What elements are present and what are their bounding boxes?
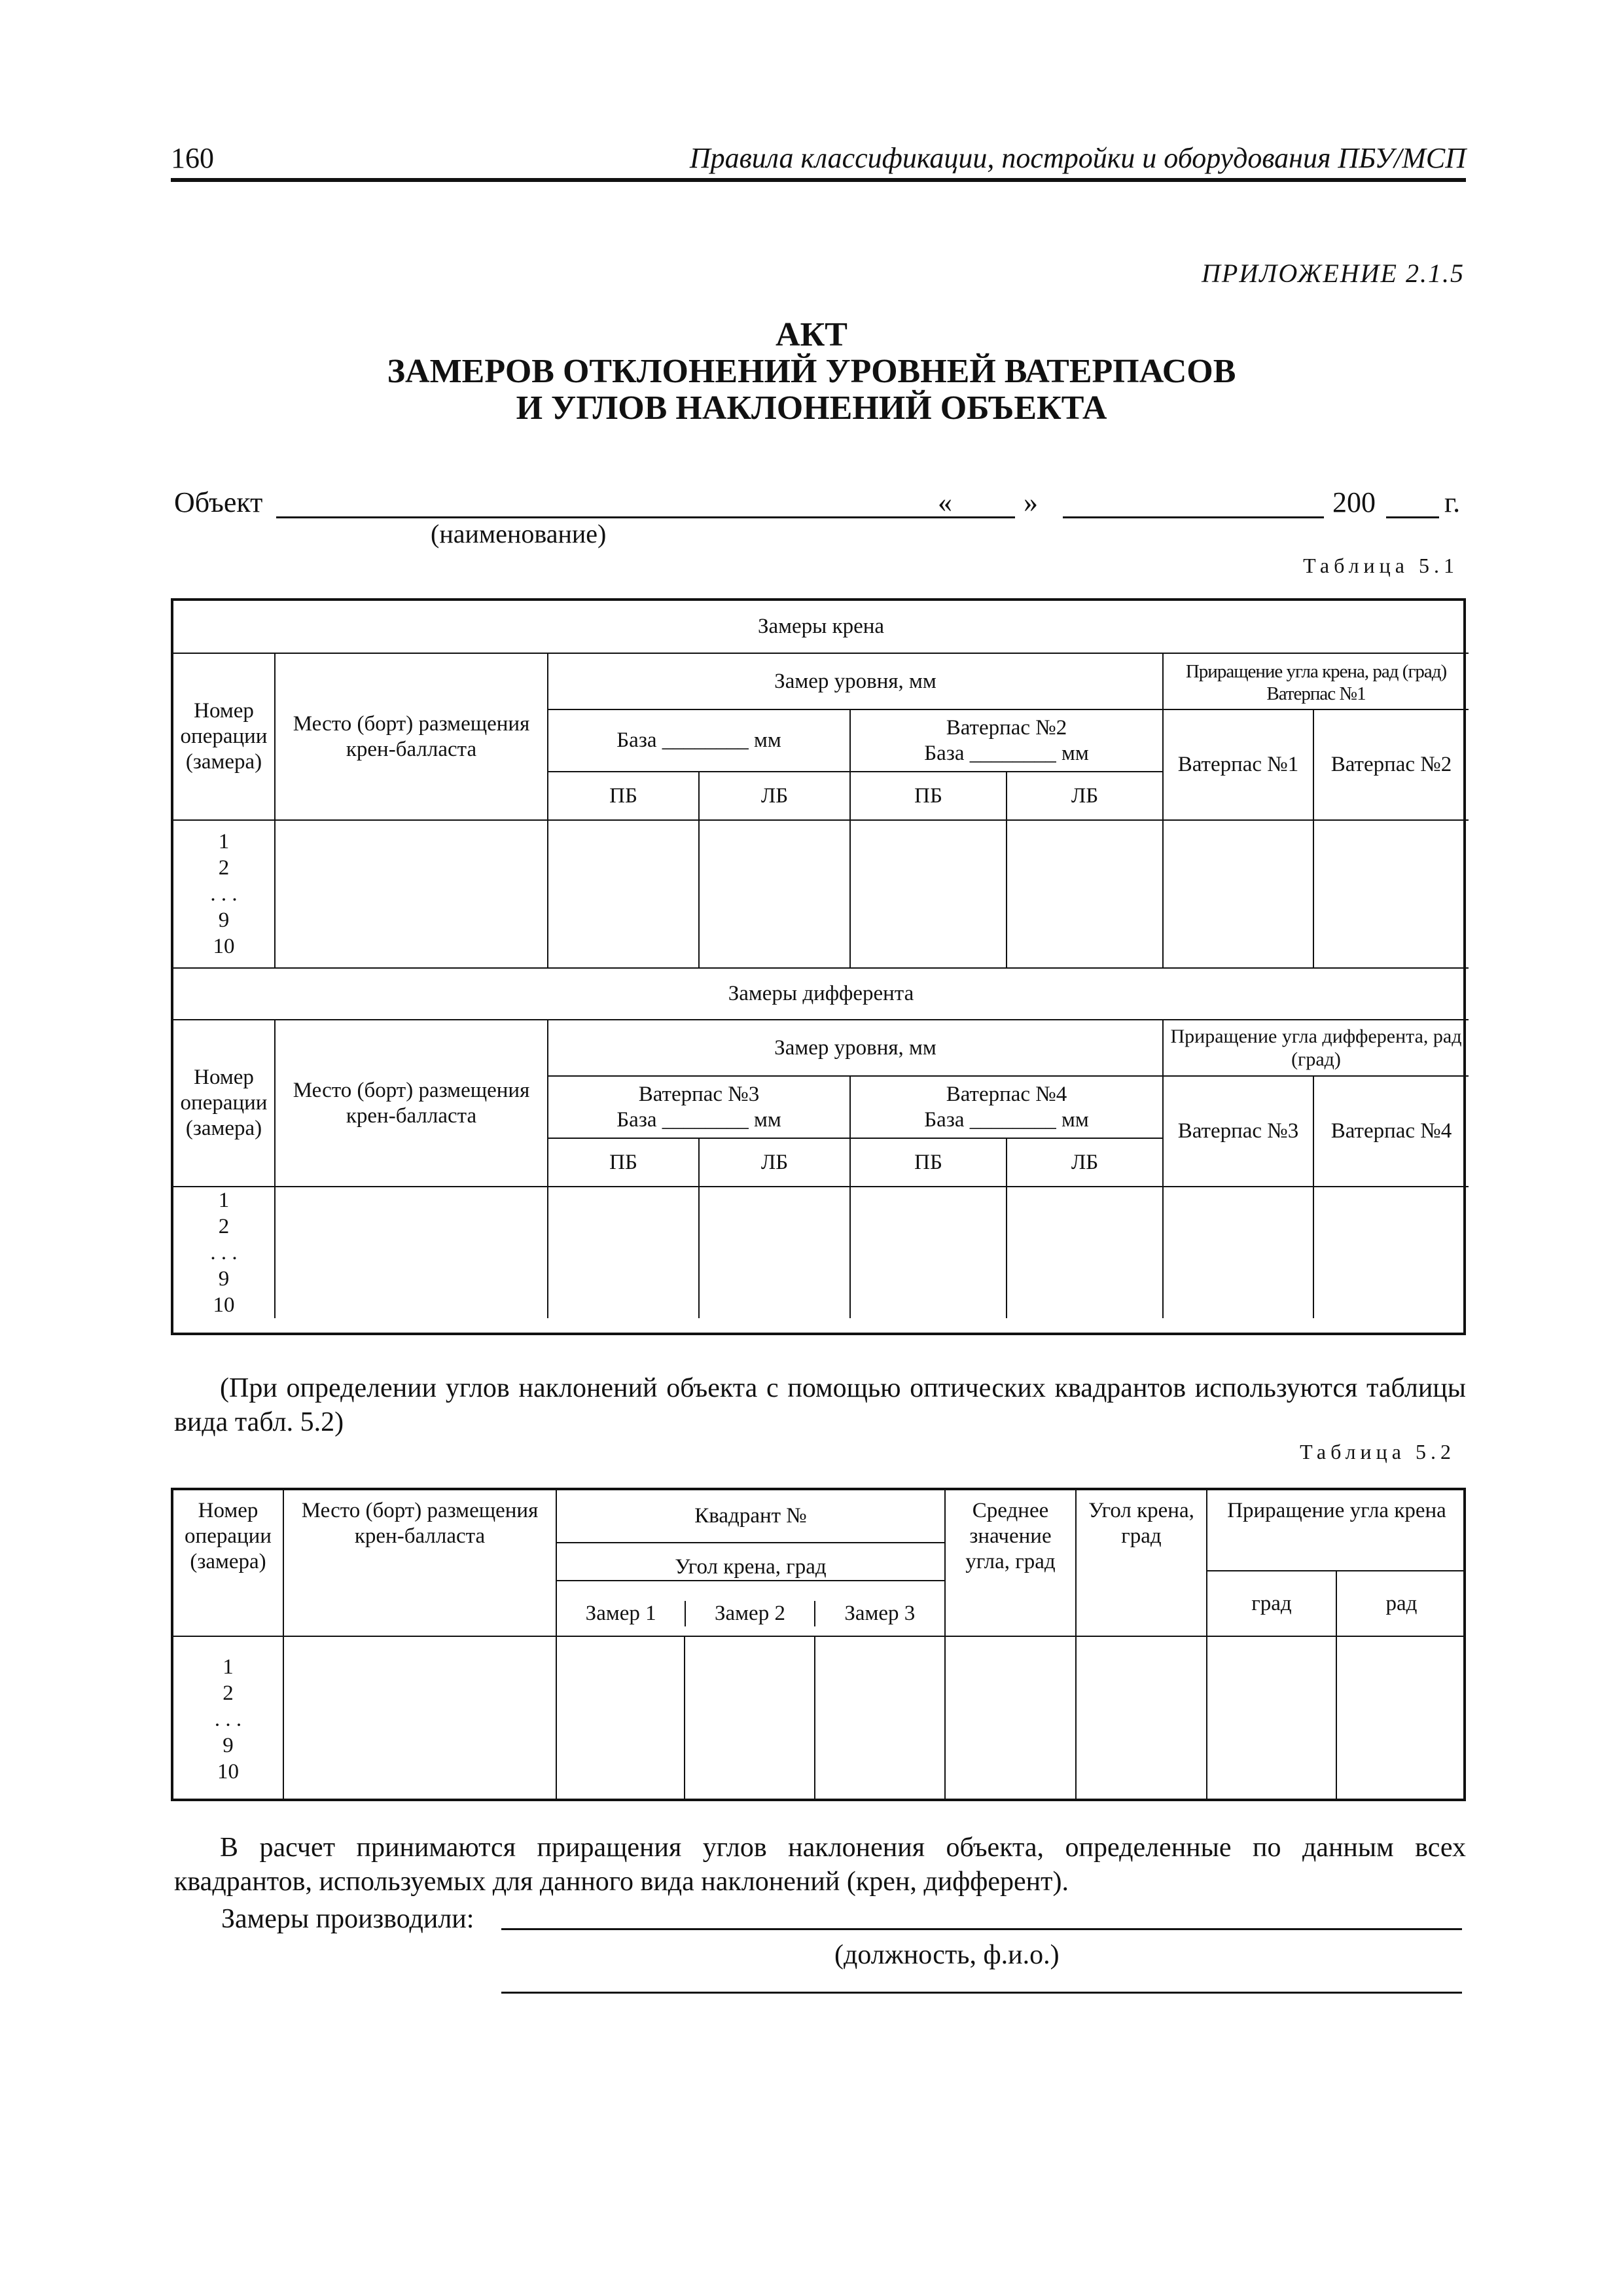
row-number: . . . xyxy=(214,1707,242,1731)
rad-header: рад xyxy=(1337,1571,1466,1637)
day-field[interactable] xyxy=(962,516,1015,518)
pb-header: ПБ xyxy=(851,1139,1007,1187)
base-1-header: База ________ мм xyxy=(548,710,851,772)
row-number: 1 xyxy=(223,1655,234,1679)
level-4-title: Ватерпас №4 xyxy=(946,1082,1067,1106)
data-cell[interactable] xyxy=(685,1637,815,1801)
level-3-header xyxy=(548,1077,851,1139)
object-label: Объект xyxy=(174,486,263,518)
level-3-title: Ватерпас №3 xyxy=(638,1082,760,1106)
deg-header: град xyxy=(1207,1571,1337,1637)
levelgauge-1-header: Ватерпас №1 xyxy=(1164,710,1314,821)
data-cell[interactable] xyxy=(851,1187,1007,1318)
data-cell[interactable] xyxy=(284,1637,557,1801)
table-5-1 xyxy=(171,598,1466,1335)
data-cell[interactable] xyxy=(1007,1187,1164,1318)
measure-1-header: Замер 1 xyxy=(557,1601,686,1626)
row-number: 2 xyxy=(218,1215,230,1238)
measured-by-label: Замеры производили: xyxy=(221,1904,474,1934)
table-5-2 xyxy=(171,1488,1466,1801)
data-cell[interactable] xyxy=(1207,1637,1337,1801)
data-cell[interactable] xyxy=(1007,821,1164,969)
data-cell[interactable] xyxy=(851,821,1007,969)
document-title xyxy=(0,317,1623,427)
col-ballast-place: Место (борт) размещения крен-балласта xyxy=(284,1490,557,1637)
year-prefix: 200 xyxy=(1332,486,1376,518)
measure-3-header: Замер 3 xyxy=(844,1602,916,1625)
row-number: 1 xyxy=(218,1189,230,1212)
trim-increment-header: Приращение угла дифферента, рад (град) xyxy=(1164,1020,1469,1077)
page-number: 160 xyxy=(171,142,214,174)
final-note: В расчет принимаются приращения углов наклонения объекта, определенные по данным всех квадрантов, используемых для данного вида наклонений (крен, дифферент). xyxy=(174,1833,1466,1897)
month-field[interactable] xyxy=(1063,516,1324,518)
section-heel-header: Замеры крена xyxy=(173,601,1469,654)
data-cell[interactable] xyxy=(1337,1637,1466,1801)
levelgauge-2-header: Ватерпас №2 xyxy=(1314,710,1469,821)
level-4-header xyxy=(851,1077,1164,1139)
year-field[interactable] xyxy=(1386,516,1439,518)
data-cell[interactable] xyxy=(700,1187,851,1318)
quadrant-header: Квадрант № xyxy=(557,1490,946,1543)
data-cell[interactable] xyxy=(548,1187,700,1318)
level-2-header xyxy=(851,710,1164,772)
row-number: 10 xyxy=(217,1759,239,1784)
row-number: 2 xyxy=(218,856,230,880)
measure-2-header: Замер 2 xyxy=(686,1601,815,1626)
level-2-title: Ватерпас №2 xyxy=(946,715,1067,740)
object-date-line xyxy=(174,486,1466,525)
data-cell[interactable] xyxy=(700,821,851,969)
row-numbers xyxy=(173,821,276,969)
base-4: База ________ мм xyxy=(924,1107,1089,1132)
heel-angle-deg-header: Угол крена, град xyxy=(557,1554,944,1581)
lb-header: ЛБ xyxy=(1007,1139,1164,1187)
data-cell[interactable] xyxy=(815,1637,946,1801)
quadrant-note: (При определении углов наклонений объекта с помощью оптических квадрантов используются таблицы вида табл. 5.2) xyxy=(174,1373,1466,1437)
heel-increment-header: Приращение угла крена, рад (град) Ватерпас №1 xyxy=(1164,654,1469,710)
header-rule xyxy=(171,178,1466,182)
data-cell[interactable] xyxy=(1314,821,1469,969)
col-operation-number: Номер операции (замера) xyxy=(173,1490,284,1637)
title-line-2: ЗАМЕРОВ ОТКЛОНЕНИЙ УРОВНЕЙ ВАТЕРПАСОВ xyxy=(387,353,1236,390)
signature-line[interactable] xyxy=(501,1992,1462,1994)
row-number: 10 xyxy=(213,1293,235,1317)
name-caption: (наименование) xyxy=(431,519,607,548)
appendix-label: ПРИЛОЖЕНИЕ 2.1.5 xyxy=(1202,259,1465,288)
table-5-2-label: Таблица 5.2 xyxy=(1300,1440,1455,1463)
col-operation-number: Номер операции (замера) xyxy=(173,654,276,821)
levelgauge-4-header: Ватерпас №4 xyxy=(1314,1077,1469,1187)
level-measure-header: Замер уровня, мм xyxy=(548,1020,1164,1077)
mean-value-header: Среднее значение угла, град xyxy=(946,1490,1077,1637)
close-quote: » xyxy=(1024,486,1038,518)
row-number: 9 xyxy=(218,908,230,932)
row-number: . . . xyxy=(210,882,238,906)
object-name-field[interactable] xyxy=(276,516,984,518)
title-line-3: И УГЛОВ НАКЛОНЕНИЙ ОБЪЕКТА xyxy=(516,389,1107,427)
data-cell[interactable] xyxy=(548,821,700,969)
title-line-1: АКТ xyxy=(776,316,847,353)
data-cell[interactable] xyxy=(276,821,548,969)
section-trim-header: Замеры дифферента xyxy=(173,969,1469,1020)
row-number: 1 xyxy=(218,830,230,853)
row-number: 2 xyxy=(223,1681,234,1705)
measured-by-field[interactable] xyxy=(501,1928,1462,1930)
year-suffix: г. xyxy=(1444,486,1461,518)
row-numbers xyxy=(173,1637,284,1801)
position-caption: (должность, ф.и.о.) xyxy=(834,1940,1060,1970)
row-number: 10 xyxy=(213,935,235,958)
row-numbers xyxy=(173,1187,276,1318)
pb-header: ПБ xyxy=(851,772,1007,821)
row-number: 9 xyxy=(218,1267,230,1291)
base-3: База ________ мм xyxy=(616,1107,781,1132)
row-number: . . . xyxy=(210,1241,238,1265)
open-quote: « xyxy=(938,486,952,518)
data-cell[interactable] xyxy=(1077,1637,1207,1801)
pb-header: ПБ xyxy=(548,772,700,821)
level-measure-header: Замер уровня, мм xyxy=(548,654,1164,710)
data-cell[interactable] xyxy=(946,1637,1077,1801)
heel-angle-header: Угол крена, град xyxy=(1077,1490,1207,1637)
data-cell[interactable] xyxy=(1314,1187,1469,1318)
col-ballast-place: Место (борт) размещения крен-балласта xyxy=(276,654,548,821)
data-cell[interactable] xyxy=(557,1637,685,1801)
data-cell[interactable] xyxy=(1164,821,1314,969)
row-number: 9 xyxy=(223,1733,234,1757)
heel-angle-group xyxy=(557,1543,946,1637)
running-title: Правила классификации, постройки и оборудования ПБУ/МСП xyxy=(689,142,1466,174)
data-cell[interactable] xyxy=(276,1187,548,1318)
lb-header: ЛБ xyxy=(700,772,851,821)
pb-header: ПБ xyxy=(548,1139,700,1187)
base-2: База ________ мм xyxy=(924,741,1089,765)
data-cell[interactable] xyxy=(1164,1187,1314,1318)
col-ballast-place: Место (борт) размещения крен-балласта xyxy=(276,1020,548,1187)
lb-header: ЛБ xyxy=(1007,772,1164,821)
table-5-1-label: Таблица 5.1 xyxy=(1303,554,1459,577)
levelgauge-3-header: Ватерпас №3 xyxy=(1164,1077,1314,1187)
col-operation-number: Номер операции (замера) xyxy=(173,1020,276,1187)
lb-header: ЛБ xyxy=(700,1139,851,1187)
heel-increment-header: Приращение угла крена xyxy=(1207,1490,1466,1571)
